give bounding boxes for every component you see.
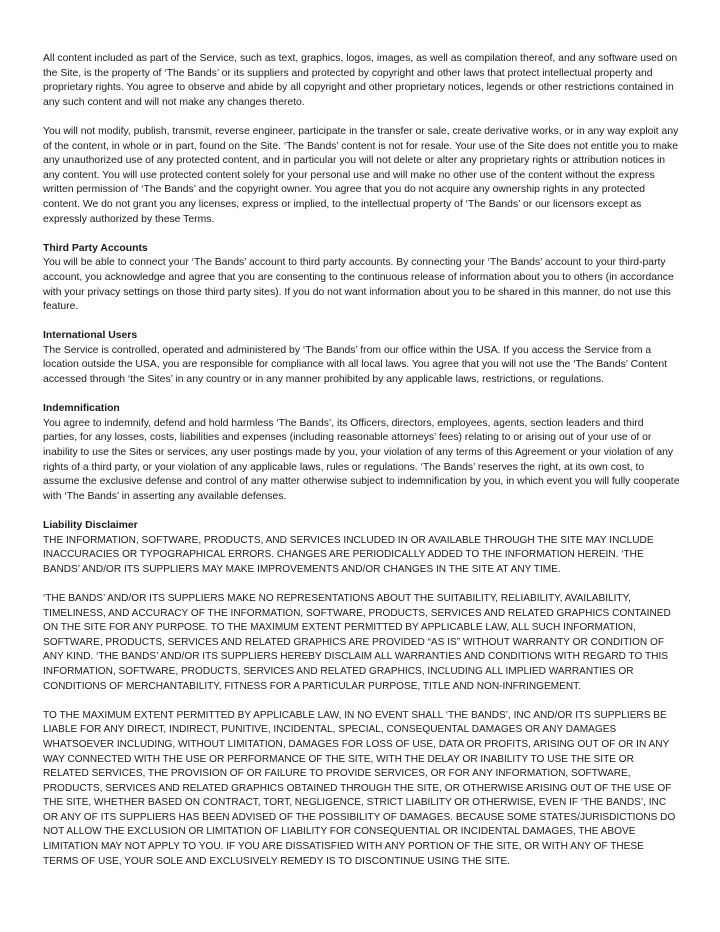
intro-paragraph-copyright: All content included as part of the Service, such as text, graphics, logos, images, as well as compilation thereof, and any software used on the Site, is the property of ‘The Bands’ or its suppliers and protected by copyright and other laws that protect intellectual property and proprietary rights. You agree to observe and abide by all copyright and other proprietary notices, legends or other restrictions contained in any such content and will not make any changes thereto.	[43, 53, 678, 108]
section-international-users	[43, 329, 680, 387]
intro-paragraph-restrictions: You will not modify, publish, transmit, reverse engineer, participate in the transfer or sale, create derivative works, or in any way exploit any of the content, in whole or in part, found on the Site. ‘The Bands’ content is not for resale. Your use of the Site does not entitle you to make any unauthorized use of any protected content, and in particular you will not delete or alter any proprietary rights or attribution notices in any content. You will use protected content solely for your personal use and will make no other use of the content without the express written permission of ‘The Bands’ and the copyright owner. You agree that you do not acquire any ownership rights in any protected content. We do not grant you any licenses, express or implied, to the intellectual property of ‘The Bands’ or our licensors except as expressly authorized by these Terms.	[43, 125, 679, 225]
section-heading: Liability Disclaimer	[43, 520, 138, 531]
section-indemnification	[43, 402, 680, 504]
section-heading: Indemnification	[43, 403, 120, 415]
section-body: The Service is controlled, operated and administered by ‘The Bands’ from our office within the USA. If you access the Service from a location outside the USA, you are responsible for compliance with all local laws. You agree that you will not use the ‘The Bands’ Content accessed through ‘the Sites’ in any country or in any manner prohibited by any applicable laws, restrictions, or regulations.	[43, 344, 667, 386]
section-body: You will be able to connect your ‘The Bands’ account to third party accounts. By connecting your ‘The Bands’ account to your third-party account, you acknowledge and agree that you are consenting to the continuous release of information about you to others (in accordance with your privacy settings on those third party sites). If you do not want information about you to be shared in this manner, do not use this feature.	[43, 257, 674, 313]
liability-paragraph-inaccuracies: THE INFORMATION, SOFTWARE, PRODUCTS, AND SERVICES INCLUDED IN OR AVAILABLE THROUGH THE SITE MAY INCLUDE INACCURACIES OR TYPOGRAPHICAL ERRORS. CHANGES ARE PERIODICALLY ADDED TO THE INFORMATION HEREIN. ‘THE BANDS’ AND/OR ITS SUPPLIERS MAY MAKE IMPROVEMENTS AND/OR CHANGES IN THE SITE AT ANY TIME.	[43, 534, 654, 575]
section-heading: International Users	[43, 330, 138, 342]
liability-paragraph-warranties: ‘THE BANDS’ AND/OR ITS SUPPLIERS MAKE NO REPRESENTATIONS ABOUT THE SUITABILITY, RELIABILITY, AVAILABILITY, TIMELINESS, AND ACCURACY OF THE INFORMATION, SOFTWARE, PRODUCTS, SERVICES AND RELATED GRAPHICS CONTAINED ON THE SITE FOR ANY PURPOSE. TO THE MAXIMUM EXTENT PERMITTED BY APPLICABLE LAW, ALL SUCH INFORMATION, SOFTWARE, PRODUCTS, SERVICES AND RELATED GRAPHICS ARE PROVIDED “AS IS” WITHOUT WARRANTY OR CONDITION OF ANY KIND. ‘THE BANDS’ AND/OR ITS SUPPLIERS HEREBY DISCLAIM ALL WARRANTIES AND CONDITIONS WITH REGARD TO THIS INFORMATION, SOFTWARE, PRODUCTS, SERVICES AND RELATED GRAPHICS, INCLUDING ALL IMPLIED WARRANTIES OR CONDITIONS OF MERCHANTABILITY, FITNESS FOR A PARTICULAR PURPOSE, TITLE AND NON-INFRINGEMENT.	[43, 592, 671, 692]
section-third-party-accounts	[43, 242, 680, 315]
liability-paragraph-damages: TO THE MAXIMUM EXTENT PERMITTED BY APPLICABLE LAW, IN NO EVENT SHALL ‘THE BANDS’, INC AND/OR ITS SUPPLIERS BE LIABLE FOR ANY DIRECT, INDIRECT, PUNITIVE, INCIDENTAL, SPECIAL, CONSEQUENTAL DAMAGES OR ANY DAMAGES WHATSOEVER INCLUDING, WITHOUT LIMITATION, DAMAGES FOR LOSS OF USE, DATA OR PROFITS, ARISING OUT OF OR IN ANY WAY CONNECTED WITH THE USE OR PERFORMANCE OF THE SITE, WITH THE DELAY OR INABILITY TO USE THE SITE OR RELATED SERVICES, THE PROVISION OF OR FAILURE TO PROVIDE SERVICES, OR FOR ANY INFORMATION, SOFTWARE, PRODUCTS, SERVICES AND RELATED GRAPHICS OBTAINED THROUGH THE SITE, OR OTHERWISE ARISING OUT OF THE USE OF THE SITE, WHETHER BASED ON CONTRACT, TORT, NEGLIGENCE, STRICT LIABILITY OR OTHERWISE, EVEN IF ‘THE BANDS’, INC OR ANY OF ITS SUPPLIERS HAS BEEN ADVISED OF THE POSSIBILITY OF DAMAGES. BECAUSE SOME STATES/JURISDICTIONS DO NOT ALLOW THE EXCLUSION OR LIMITATION OF LIABILITY FOR CONSEQUENTIAL OR INCIDENTAL DAMAGES, THE ABOVE LIMITATION MAY NOT APPLY TO YOU. IF YOU ARE DISSATISFIED WITH ANY PORTION OF THE SITE, OR WITH ANY OF THESE TERMS OF USE, YOUR SOLE AND EXCLUSIVELY REMEDY IS TO DISCONTINUE USING THE SITE.	[43, 709, 676, 867]
section-body: You agree to indemnify, defend and hold harmless ‘The Bands’, its Officers, directors, employees, agents, section leaders and third parties, for any losses, costs, liabilities and expenses (including reasonable attorneys’ fees) relating to or arising out of your use of or inability to use the Sites or services, any user postings made by you, your violation of any terms of this Agreement or your violation of any rights of a third party, or your violation of any applicable laws, rules or regulations. ‘The Bands’ reserves the right, at its own cost, to assume the exclusive defense and control of any matter otherwise subject to indemnification by you, in which event you will fully cooperate with ‘The Bands’ in asserting any available defenses.	[43, 417, 680, 502]
section-heading: Third Party Accounts	[43, 242, 148, 254]
section-liability-disclaimer	[43, 519, 680, 869]
